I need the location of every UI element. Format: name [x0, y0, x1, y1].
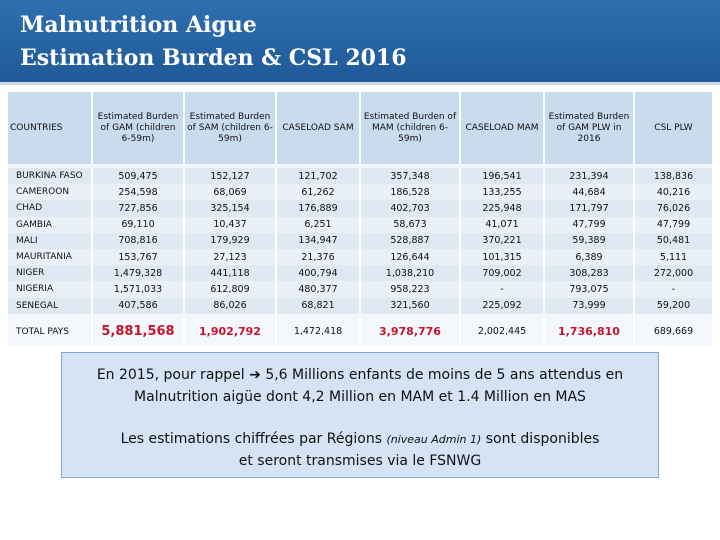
cell-country: CAMEROON — [8, 184, 92, 200]
cell-burden-gam: 1,571,033 — [92, 281, 184, 297]
cell-caseload-sam: 134,947 — [276, 233, 360, 249]
title-banner — [0, 0, 720, 82]
header-burden-gam: Estimated Burden of GAM (children 6-59m) — [92, 92, 184, 164]
cell-burden-mam: 357,348 — [360, 168, 460, 184]
table-row — [8, 249, 712, 265]
cell-burden-gam: 69,110 — [92, 217, 184, 233]
summary-line-1 — [62, 367, 658, 383]
cell-burden-gam-plw: 231,394 — [544, 168, 634, 184]
cell-csl-plw: 138,836 — [634, 168, 712, 184]
cell-country: MALI — [8, 233, 92, 249]
cell-burden-gam: 708,816 — [92, 233, 184, 249]
header-burden-gam-plw: Estimated Burden of GAM PLW in 2016 — [544, 92, 634, 164]
table-row — [8, 281, 712, 297]
cell-burden-gam: 509,475 — [92, 168, 184, 184]
total-caseload-mam: 2,002,445 — [460, 318, 544, 346]
cell-burden-gam-plw: 308,283 — [544, 265, 634, 281]
cell-csl-plw: 50,481 — [634, 233, 712, 249]
cell-burden-gam-plw: 59,389 — [544, 233, 634, 249]
cell-country: NIGER — [8, 265, 92, 281]
cell-burden-gam-plw: 44,684 — [544, 184, 634, 200]
cell-burden-mam: 528,887 — [360, 233, 460, 249]
cell-caseload-sam: 400,794 — [276, 265, 360, 281]
burden-table-container — [8, 92, 712, 340]
cell-csl-plw: 272,000 — [634, 265, 712, 281]
cell-caseload-mam: 225,948 — [460, 200, 544, 216]
summary-panel — [61, 352, 659, 478]
cell-burden-sam: 68,069 — [184, 184, 276, 200]
cell-burden-gam: 153,767 — [92, 249, 184, 265]
cell-caseload-sam: 61,262 — [276, 184, 360, 200]
cell-burden-sam: 441,118 — [184, 265, 276, 281]
cell-burden-gam-plw: 171,797 — [544, 200, 634, 216]
cell-burden-mam: 58,673 — [360, 217, 460, 233]
burden-table — [8, 92, 712, 346]
cell-burden-gam: 254,598 — [92, 184, 184, 200]
cell-country: SENEGAL — [8, 298, 92, 314]
table-row — [8, 298, 712, 314]
header-csl-plw: CSL PLW — [634, 92, 712, 164]
cell-burden-mam: 402,703 — [360, 200, 460, 216]
cell-caseload-mam: 225,092 — [460, 298, 544, 314]
cell-country: BURKINA FASO — [8, 168, 92, 184]
cell-burden-mam: 958,223 — [360, 281, 460, 297]
table-row — [8, 168, 712, 184]
cell-caseload-sam: 121,702 — [276, 168, 360, 184]
total-csl-plw: 689,669 — [634, 318, 712, 346]
cell-caseload-mam: - — [460, 281, 544, 297]
cell-country: MAURITANIA — [8, 249, 92, 265]
table-row — [8, 200, 712, 216]
title-line-2: Estimation Burden & CSL 2016 — [20, 45, 407, 71]
cell-caseload-sam: 21,376 — [276, 249, 360, 265]
cell-caseload-mam: 101,315 — [460, 249, 544, 265]
cell-caseload-mam: 41,071 — [460, 217, 544, 233]
summary-line-1-start: En 2015, pour rappel — [96, 367, 245, 383]
cell-caseload-sam: 480,377 — [276, 281, 360, 297]
cell-csl-plw: 76,026 — [634, 200, 712, 216]
table-row — [8, 265, 712, 281]
summary-line-3-start: Les estimations chiffrées par Régions — [120, 431, 382, 447]
total-burden-mam: 3,978,776 — [360, 318, 460, 346]
cell-caseload-sam: 68,821 — [276, 298, 360, 314]
cell-country: GAMBIA — [8, 217, 92, 233]
summary-line-2: Malnutrition aigüe dont 4,2 Million en MAM et 1.4 Million en MAS — [134, 389, 586, 405]
cell-burden-sam: 86,026 — [184, 298, 276, 314]
header-divider — [0, 82, 720, 85]
table-row — [8, 184, 712, 200]
cell-burden-sam: 325,154 — [184, 200, 276, 216]
cell-country: CHAD — [8, 200, 92, 216]
title-line-1: Malnutrition Aigue — [20, 12, 257, 38]
cell-caseload-sam: 176,889 — [276, 200, 360, 216]
cell-burden-gam-plw: 793,075 — [544, 281, 634, 297]
cell-csl-plw: 5,111 — [634, 249, 712, 265]
total-burden-gam: 5,881,568 — [92, 318, 184, 346]
table-row — [8, 217, 712, 233]
cell-csl-plw: 47,799 — [634, 217, 712, 233]
cell-burden-gam: 1,479,328 — [92, 265, 184, 281]
cell-csl-plw: - — [634, 281, 712, 297]
table-header-row — [8, 92, 712, 164]
cell-burden-gam: 727,856 — [92, 200, 184, 216]
cell-burden-sam: 152,127 — [184, 168, 276, 184]
cell-burden-mam: 1,038,210 — [360, 265, 460, 281]
total-country: TOTAL PAYS — [8, 318, 92, 346]
cell-burden-sam: 10,437 — [184, 217, 276, 233]
cell-caseload-mam: 709,002 — [460, 265, 544, 281]
table-row — [8, 233, 712, 249]
admin-level-note: (niveau Admin 1) — [386, 433, 482, 446]
summary-line-3 — [62, 431, 658, 447]
cell-burden-sam: 27,123 — [184, 249, 276, 265]
cell-burden-gam-plw: 73,999 — [544, 298, 634, 314]
total-burden-sam: 1,902,792 — [184, 318, 276, 346]
total-burden-gam-plw: 1,736,810 — [544, 318, 634, 346]
cell-caseload-sam: 6,251 — [276, 217, 360, 233]
cell-caseload-mam: 133,255 — [460, 184, 544, 200]
total-caseload-sam: 1,472,418 — [276, 318, 360, 346]
cell-csl-plw: 59,200 — [634, 298, 712, 314]
header-countries: COUNTRIES — [8, 92, 92, 164]
summary-line-1-end: 5,6 Millions enfants de moins de 5 ans attendus en — [265, 367, 624, 383]
cell-burden-gam-plw: 6,389 — [544, 249, 634, 265]
cell-burden-mam: 321,560 — [360, 298, 460, 314]
header-caseload-sam: CASELOAD SAM — [276, 92, 360, 164]
total-row — [8, 318, 712, 346]
cell-burden-mam: 126,644 — [360, 249, 460, 265]
cell-burden-gam: 407,586 — [92, 298, 184, 314]
cell-burden-sam: 179,929 — [184, 233, 276, 249]
cell-country: NIGERIA — [8, 281, 92, 297]
arrow-right-icon: ➔ — [249, 367, 261, 383]
cell-caseload-mam: 370,221 — [460, 233, 544, 249]
cell-burden-gam-plw: 47,799 — [544, 217, 634, 233]
summary-line-3-end: sont disponibles — [485, 431, 600, 447]
cell-caseload-mam: 196,541 — [460, 168, 544, 184]
cell-burden-sam: 612,809 — [184, 281, 276, 297]
header-burden-mam: Estimated Burden of MAM (children 6-59m) — [360, 92, 460, 164]
summary-line-4: et seront transmises via le FSNWG — [238, 453, 482, 469]
header-burden-sam: Estimated Burden of SAM (children 6-59m) — [184, 92, 276, 164]
cell-burden-mam: 186,528 — [360, 184, 460, 200]
cell-csl-plw: 40,216 — [634, 184, 712, 200]
header-caseload-mam: CASELOAD MAM — [460, 92, 544, 164]
